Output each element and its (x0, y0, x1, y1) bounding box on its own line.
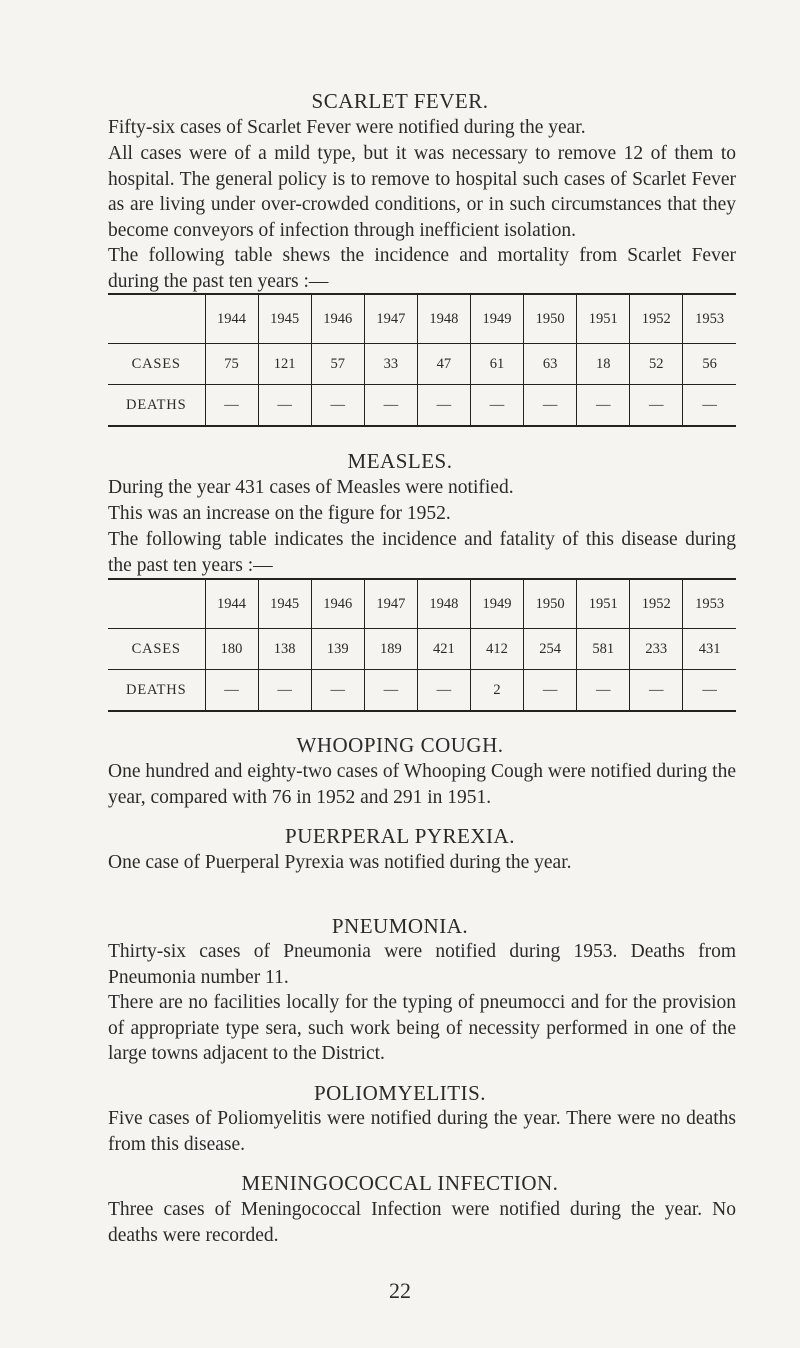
year-header: 1946 (311, 579, 364, 629)
meningococcal-heading: MENINGOCOCCAL INFECTION. (241, 1171, 559, 1195)
cases-label: CASES (131, 355, 181, 372)
deaths-cell: — (311, 385, 364, 427)
deaths-cell: — (577, 670, 630, 712)
scarlet-fever-table (108, 293, 736, 427)
measles-para-1: During the year 431 cases of Measles were notified. (108, 477, 514, 498)
cases-cell: 189 (364, 629, 417, 670)
cases-cell: 57 (311, 344, 364, 385)
year-header: 1949 (470, 579, 523, 629)
cases-label: CASES (131, 640, 181, 657)
deaths-label: DEATHS (126, 396, 187, 413)
year-header: 1952 (630, 294, 683, 344)
deaths-cell: — (417, 670, 470, 712)
deaths-cell: — (577, 385, 630, 427)
deaths-cell: — (311, 670, 364, 712)
cases-cell: 61 (470, 344, 523, 385)
year-header: 1946 (311, 294, 364, 344)
scarlet-fever-para-3: The following table shews the incidence and mortality from Scarlet Fever during the past ten years :— (108, 245, 736, 292)
table-corner-cell (108, 294, 205, 344)
cases-cell: 412 (470, 629, 523, 670)
year-header: 1949 (470, 294, 523, 344)
cases-cell: 421 (417, 629, 470, 670)
cases-cell: 18 (577, 344, 630, 385)
year-header: 1944 (205, 294, 258, 344)
meningococcal-para-1: Three cases of Meningococcal Infection were notified during the year. No deaths were recorded. (108, 1199, 736, 1246)
pneumonia-para-1: Thirty-six cases of Pneumonia were notified during 1953. Deaths from Pneumonia number 11. (108, 941, 736, 988)
deaths-cell: — (630, 385, 683, 427)
table-header-row (108, 294, 736, 344)
table-corner-cell (108, 579, 205, 629)
measles-table (108, 578, 736, 712)
measles-para-3: The following table indicates the incidence and fatality of this disease during the past ten years :— (108, 529, 736, 576)
pneumonia-para-2: There are no facilities locally for the typing of pneumocci and for the provision of appropriate type sera, such work being of necessity performed in one of the large towns adjacent to the District. (108, 992, 736, 1064)
deaths-cell: — (205, 385, 258, 427)
cases-cell: 180 (205, 629, 258, 670)
cases-cell: 52 (630, 344, 683, 385)
table-header-row (108, 579, 736, 629)
deaths-cell: — (258, 385, 311, 427)
deaths-row (108, 670, 736, 712)
measles-para-2: This was an increase on the figure for 1952. (108, 503, 451, 524)
year-header: 1951 (577, 579, 630, 629)
deaths-label: DEATHS (126, 681, 187, 698)
year-header: 1950 (524, 579, 577, 629)
year-header: 1945 (258, 579, 311, 629)
scarlet-fever-para-2: All cases were of a mild type, but it was necessary to remove 12 of them to hospital. The general policy is to remove to hospital such cases of Scarlet Fever as are living under over-crowded conditions, or in such circumstances that they become conveyors of infection through inefficient isolation. (108, 143, 736, 241)
cases-cell: 75 (205, 344, 258, 385)
year-header: 1944 (205, 579, 258, 629)
deaths-cell: 2 (470, 670, 523, 712)
year-header: 1950 (524, 294, 577, 344)
cases-cell: 121 (258, 344, 311, 385)
year-header: 1948 (417, 579, 470, 629)
cases-cell: 233 (630, 629, 683, 670)
pneumonia-heading: PNEUMONIA. (331, 914, 469, 938)
deaths-cell: — (470, 385, 523, 427)
cases-cell: 56 (683, 344, 736, 385)
deaths-cell: — (524, 670, 577, 712)
puerperal-pyrexia-heading: PUERPERAL PYREXIA. (285, 824, 515, 848)
deaths-cell: — (683, 670, 736, 712)
cases-cell: 581 (577, 629, 630, 670)
year-header: 1953 (683, 294, 736, 344)
cases-row (108, 344, 736, 385)
cases-cell: 139 (311, 629, 364, 670)
page-number: 22 (389, 1278, 411, 1303)
year-header: 1953 (683, 579, 736, 629)
deaths-cell: — (258, 670, 311, 712)
cases-cell: 254 (524, 629, 577, 670)
year-header: 1951 (577, 294, 630, 344)
puerperal-pyrexia-para-1: One case of Puerperal Pyrexia was notified during the year. (108, 852, 572, 873)
deaths-row (108, 385, 736, 427)
scarlet-fever-heading: SCARLET FEVER. (311, 89, 489, 113)
year-header: 1948 (417, 294, 470, 344)
cases-cell: 138 (258, 629, 311, 670)
deaths-cell: — (364, 385, 417, 427)
cases-row (108, 629, 736, 670)
year-header: 1947 (364, 294, 417, 344)
poliomyelitis-heading: POLIOMYELITIS. (313, 1081, 487, 1105)
deaths-cell: — (683, 385, 736, 427)
year-header: 1945 (258, 294, 311, 344)
deaths-cell: — (630, 670, 683, 712)
year-header: 1952 (630, 579, 683, 629)
whooping-cough-para-1: One hundred and eighty-two cases of Whooping Cough were notified during the year, compared with 76 in 1952 and 291 in 1951. (108, 761, 736, 808)
cases-cell: 63 (524, 344, 577, 385)
deaths-cell: — (524, 385, 577, 427)
cases-cell: 33 (364, 344, 417, 385)
poliomyelitis-para-1: Five cases of Poliomyelitis were notified during the year. There were no deaths from this disease. (108, 1108, 736, 1155)
scarlet-fever-para-1: Fifty-six cases of Scarlet Fever were notified during the year. (108, 117, 586, 138)
measles-heading: MEASLES. (347, 449, 453, 473)
whooping-cough-heading: WHOOPING COUGH. (296, 733, 504, 757)
deaths-cell: — (205, 670, 258, 712)
cases-cell: 431 (683, 629, 736, 670)
cases-cell: 47 (417, 344, 470, 385)
deaths-cell: — (417, 385, 470, 427)
deaths-cell: — (364, 670, 417, 712)
year-header: 1947 (364, 579, 417, 629)
